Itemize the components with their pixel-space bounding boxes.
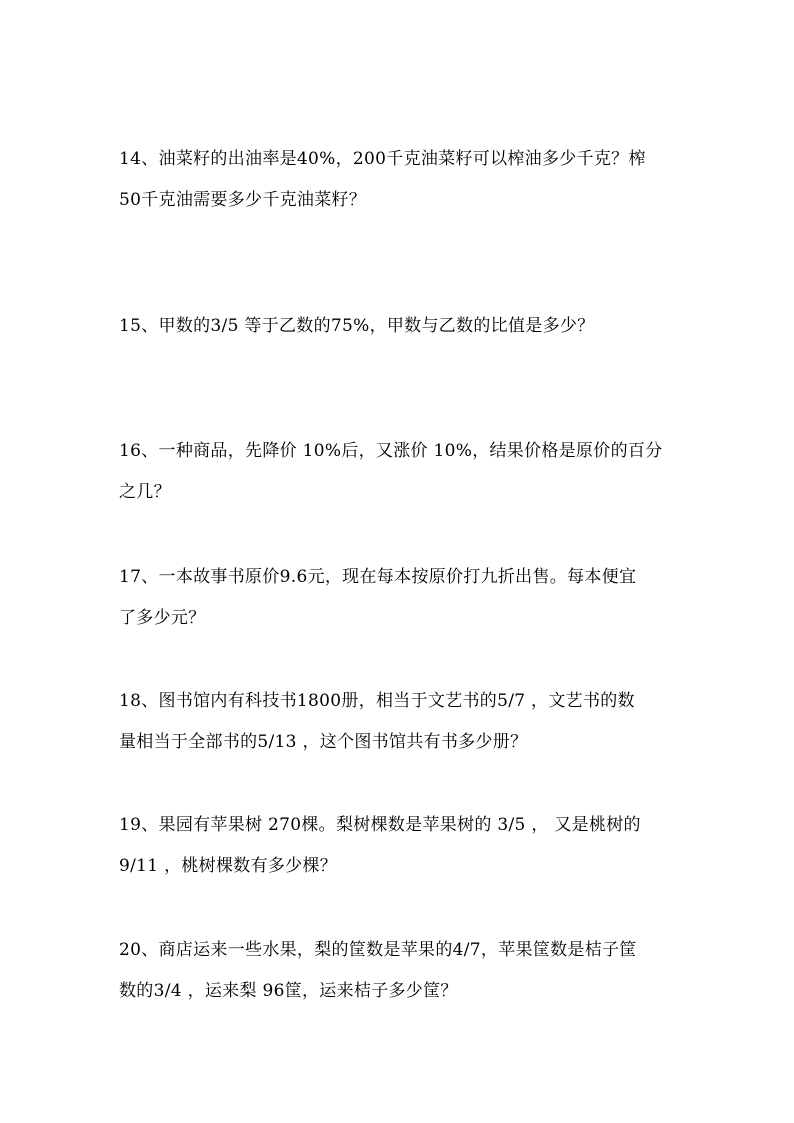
problem-16 [119, 431, 679, 513]
problem-19-line-2: 9/11 ，桃树棵数有多少棵？ [119, 856, 338, 876]
problem-16-line-1: 16、一种商品，先降价 10%后，又涨价 10%，结果价格是原价的百分 [119, 441, 663, 461]
problem-14-line-2: 50千克油需要多少千克油菜籽？ [119, 190, 367, 210]
problem-14-line-1: 14、油菜籽的出油率是40%，200千克油菜籽可以榨油多少千克？榨 [119, 149, 646, 169]
problem-17 [119, 557, 679, 639]
problem-19-line-1: 19、果园有苹果树 270棵。梨树棵数是苹果树的 3/5 ， 又是桃树的 [119, 815, 641, 835]
problem-18 [119, 681, 679, 763]
problem-19 [119, 805, 679, 887]
problem-18-line-1: 18、图书馆内有科技书1800册，相当于文艺书的5/7 ，文艺书的数 [119, 691, 635, 711]
problem-15-line-1: 15、甲数的3/5 等于乙数的75%，甲数与乙数的比值是多少？ [119, 316, 595, 336]
problem-17-line-2: 了多少元？ [119, 608, 206, 628]
problem-18-line-2: 量相当于全部书的5/13 ，这个图书馆共有书多少册？ [119, 732, 528, 752]
problem-20-line-1: 20、商店运来一些水果，梨的筐数是苹果的4/7，苹果筐数是桔子筐 [119, 940, 637, 960]
problem-15 [119, 306, 679, 347]
problem-16-line-2: 之几？ [119, 482, 171, 502]
problem-20 [119, 930, 679, 1012]
problem-14 [119, 139, 679, 221]
problem-17-line-1: 17、一本故事书原价9.6元，现在每本按原价打九折出售。每本便宜 [119, 567, 637, 587]
problem-20-line-2: 数的3/4 ，运来梨 96筐，运来桔子多少筐？ [119, 981, 458, 1001]
